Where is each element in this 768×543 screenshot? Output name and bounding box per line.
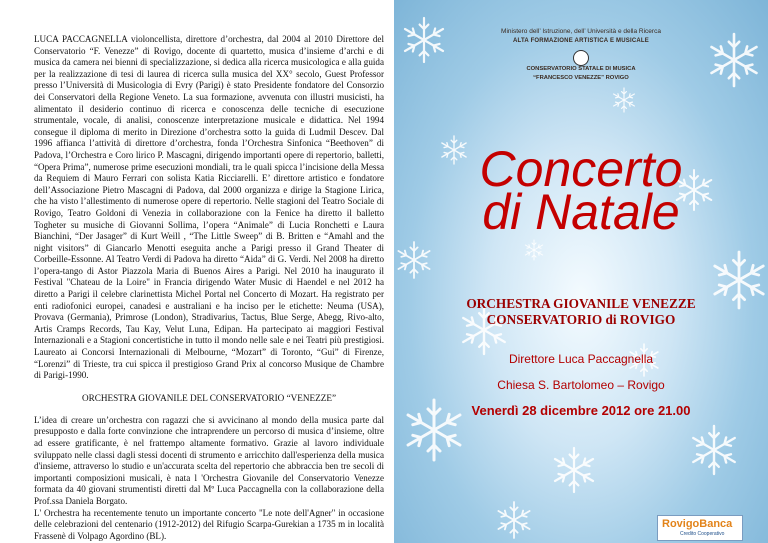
left-page (34, 34, 384, 542)
orchestra-paragraph: L’idea di creare un’orchestra con ragazzi che si avvicinano al mondo della musica parte dal presupposto e dalla forte convinzione che intraprendere un percorso di musica d’insieme, oltre ad essere gratificante, è nel frattempo altamente formativo. Grazie al lavoro individuale sviluppato nelle classi dagli stessi docenti di strumento e arricchito dall'esperienza della musica d'insieme, attraverso lo studio e un'accurata scelta del repertorio che abbraccia ben tre secoli di importanti composizioni musicali, è nata l 'Orchestra Giovanile del Conservatorio Venezze formata da 40 giovani strumentisti diretti dal Mº Luca Paccagnella con la collaborazione della Prof.ssa Daniela Borgato. (34, 414, 384, 506)
concert-title-line1: Concerto (479, 141, 683, 197)
orchestra-section-title: ORCHESTRA GIOVANILE DEL CONSERVATORIO “VENEZZE” (81, 392, 337, 403)
orchestra-name (394, 296, 768, 328)
cover-page (394, 0, 768, 543)
concert-title-line2: di Natale (482, 184, 680, 240)
date-line: Venerdì 28 dicembre 2012 ore 21.00 (471, 403, 691, 418)
orchestra-paragraph-2: L' Orchestra ha recentemente tenuto un importante concerto "Le note dell'Agner" in occasione delle celebrazioni del centenario (1912-2012) del Rifugio Scarpa-Gurekian a 1735 m in località Frassenè di Volpago Agordino (BL). (34, 507, 384, 541)
director-line: Direttore Luca Paccagnella (508, 352, 654, 366)
bio-paragraph: LUCA PACCAGNELLA violoncellista, direttore d’orchestra, dal 2004 al 2010 Direttore del Conservatorio “F. Venezze” di Rovigo, docente di quartetto, musica d’insieme d’archi e di musica da camera nei bienni di specializzazione, si dedica alla ricerca musicologica e alla guida per la realizzazione di tesi di laurea di ricerca sulla musica del XX° secolo, Guest Professor presso l’Università di Musicologia di Evry (Parigi) è stato Presidente fondatore del Consorzio dei Conservatori della Regione Veneto. La sua formazione, avvenuta con illustri musicisti, ha alimentato il desiderio continuo di ricerca e conoscenza delle tecniche di esecuzione strumentale, vocale, di analisi, conoscenze interpretazione musicale e didattica. Nel 1994 consegue il diploma di merito in Direzione d’orchestra sotto la guida di Ludmil Descev. Dal 1996 affianca l’attività di direttore d’orchestra, fonda l’Orchestra Sinfonica “Beethoven” di Padova, l’Orchestra e Coro lirico P. Mascagni, dirigendo importanti opere di repertorio, balletti, “Opera Prima”, numerose prime esecuzioni mondiali, tra le quali spicca l’incisione della Messa da Requiem di Mauro Ferrari con solista Katia Ricciarelli. E’ direttore artistico e fondatore dell’Associazione Pietro Mascagni di Padova, dal 2000 organizza e dirige la Stagione Lirica, che ha visto l’allestimento di numerose opere di repertorio. Nelle stagioni del Teatro Sociale di Rovigo, Teatro Goldoni di Venezia in collaborazione con la Fenice ha diretto il balletto Togheter su musiche di Giovanni Sollima, l’opera “Animale” di Lucia Ronchetti e Laura Bianchini, “Der Jasager” di Kurt Weill , “The Little Sweep” di B. Britten e “Amahl and the night visitors” di Giancarlo Menotti eseguita anche a Parigi presso il Grand Theater di Corbeille-Essonne. Al Teatro Verdi di Padova ha diretto “Aida” di G. Verdi. Nel 2008 ha diretto l’opera-tango di Astor Piazzola Maria di Buenos Aires a Parigi. Nel 2010 ha inaugurato il Festival "Chateau de la Loire" in Francia dirigendo Water Music di Haendel e nel 2012 ha diretto a Parigi il celebre clarinettista Michel Portal nel Concerto di Mozart. Ha registrato per enti radiofonici europei, canadesi e australiani e ha inciso per le etichette: Neuma (USA), Provava (Germania), Primrose (London), Stradivarius, Tactus, Blue Serge, Abegg, Rivo-alto, Artis Cramps Records, Tau Kay, Velut Luna, Edipan. Ha partecipato ai maggiori Festival Internazionali e a Stagioni concertistiche in tutto il mondo nelle sale e nei Teatri più prestigiosi. Laureato ai Concorsi Internazionali di Melbourne, “Mozart” di Toronto, “Gui” di Firenze, “Lorenzi” di Trieste, tra cui spicca il prestigioso Grand Prix al concorso Musique de Chambre di Parigi-1990. (34, 34, 384, 381)
orchestra-line2: CONSERVATORIO di ROVIGO (486, 312, 676, 327)
afam-header: ALTA FORMAZIONE ARTISTICA E MUSICALE (513, 38, 649, 44)
orchestra-line1: ORCHESTRA GIOVANILE VENEZZE (466, 296, 696, 311)
conservatory-name: CONSERVATORIO STATALE DI MUSICA (526, 66, 636, 72)
ministry-header: Ministero dell’ Istruzione, dell’ Università e della Ricerca (501, 28, 661, 35)
sponsor-subtitle: Credito Cooperativo (680, 531, 725, 537)
sponsor-logo (657, 515, 743, 541)
conservatory-logo-icon (573, 50, 589, 66)
snowflake-background (394, 0, 768, 543)
sponsor-name: RovigoBanca (662, 518, 733, 530)
conservatory-location: “FRANCESCO VENEZZE” ROVIGO (533, 75, 629, 81)
venue-line: Chiesa S. Bartolomeo – Rovigo (497, 378, 665, 392)
